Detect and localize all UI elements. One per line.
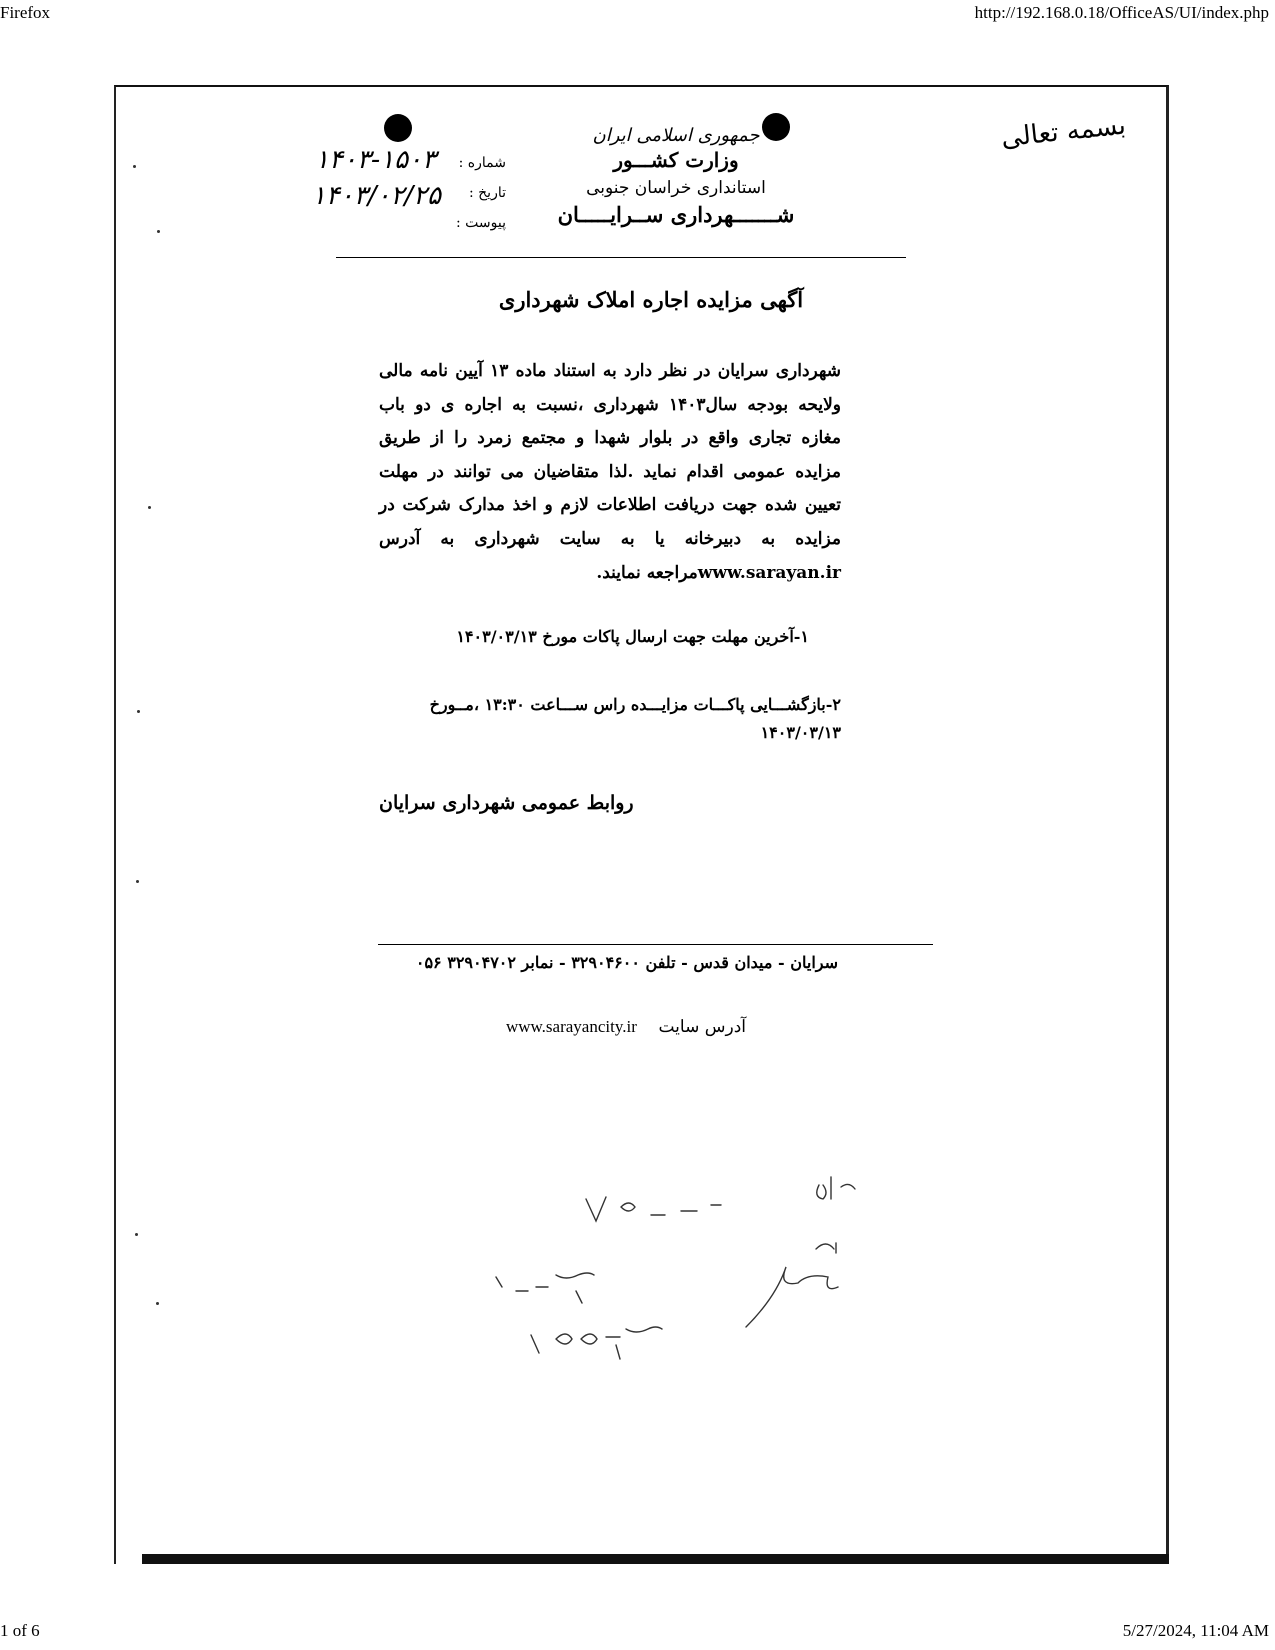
attachment-label: پیوست : <box>456 215 506 231</box>
handwritten-annotation <box>476 1167 876 1407</box>
scribble-stroke <box>496 1273 594 1303</box>
date-handwritten: ۱۴۰۳/۰۲/۲۵ <box>311 181 441 211</box>
punch-hole <box>384 114 412 142</box>
scribble-stroke <box>746 1267 838 1327</box>
scan-speck <box>156 1302 159 1305</box>
scribble-stroke <box>531 1327 662 1359</box>
scan-speck <box>148 506 151 509</box>
letterhead-municipality: شـــــــهرداری ســرایـــــان <box>557 202 795 227</box>
website-url: www.sarayancity.ir <box>505 1017 637 1036</box>
scan-speck <box>133 165 136 168</box>
scan-speck <box>135 1233 138 1236</box>
print-header <box>0 3 1275 27</box>
number-handwritten: ۱۴۰۳-۱۵۰۳ <box>314 145 436 175</box>
page-url: http://192.168.0.18/OfficeAS/UI/index.php <box>974 3 1269 22</box>
scan-speck <box>136 880 139 883</box>
letterhead-province: استانداری خراسان جنوبی <box>586 178 766 198</box>
letterhead-ministry: وزارت کشـــور <box>613 148 739 172</box>
contact-address: سرایان - میدان قدس - تلفن ۳۲۹۰۴۶۰۰ - نمابر ۳۲۹۰۴۷۰۲ ۰۵۶ <box>415 953 838 972</box>
website-label: آدرس سایت <box>658 1017 746 1037</box>
letterhead <box>511 125 841 227</box>
scribble-stroke <box>586 1197 721 1221</box>
scribble-stroke <box>817 1177 855 1199</box>
letterhead-country: جمهوری اسلامی ایران <box>592 125 760 146</box>
letter-meta <box>311 145 506 245</box>
notice-body: شهرداری سرایان در نظر دارد به استناد ماده ۱۳ آیین نامه مالی ولایحه بودجه سال۱۴۰۳ شهرداری ،نسبت به اجاره ی دو باب مغازه تجاری واقع در بلوار شهدا و مجتمع زمرد را از طریق مزایده عمومی اقدام نماید .لذا متقاضیان می توانند در مهلت تعیین شده جهت دریافت اطلاعات لازم و اخذ مدارک شرکت در مزایده به دبیرخانه یا به سایت شهرداری به آدرس www.sarayan.irمراجعه نمایند. <box>379 361 842 583</box>
scanned-document <box>114 85 1169 1564</box>
page-indicator: 1 of 6 <box>0 1621 40 1640</box>
scribble-stroke <box>816 1243 836 1253</box>
browser-app-name: Firefox <box>0 3 51 22</box>
signature: روابط عمومی شهرداری سرایان <box>379 792 634 814</box>
deadline-item: ۱-آخرین مهلت جهت ارسال پاکات مورخ ۱۴۰۳/۰۳/۱۳ <box>456 627 809 646</box>
date-label: تاریخ : <box>468 185 506 201</box>
notice-title: آگهی مزایده اجاره املاک شهرداری <box>498 287 804 312</box>
website-line <box>466 1017 746 1037</box>
header-divider <box>336 257 906 258</box>
opening-item: ۲-بازگشـــایی پاکـــات مزایـــده راس ســـاعت ۱۳:۳۰ ،مــورخ ۱۴۰۳/۰۳/۱۳ <box>429 695 841 742</box>
print-footer <box>0 1621 1275 1645</box>
print-datetime: 5/27/2024, 11:04 AM <box>1122 1621 1269 1640</box>
footer-divider <box>378 944 933 945</box>
emblem-calligraphy: بسمه تعالی <box>999 110 1128 154</box>
scan-speck <box>137 710 140 713</box>
number-label: شماره : <box>458 155 506 171</box>
scan-speck <box>157 230 160 233</box>
